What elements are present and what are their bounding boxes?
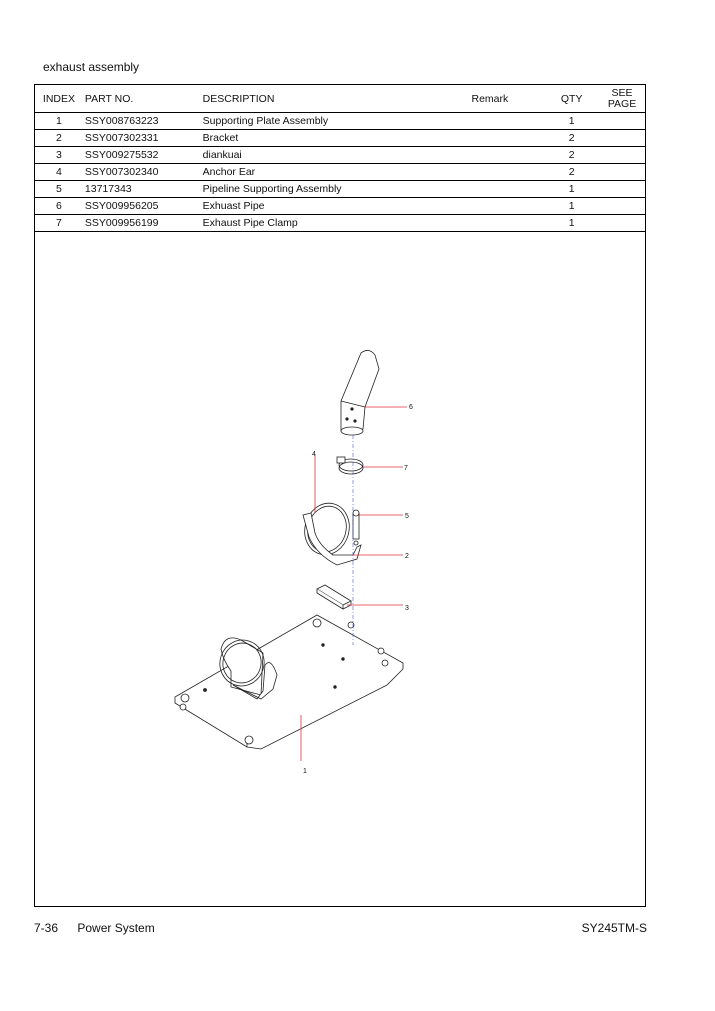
- cell-qty: 1: [544, 198, 599, 215]
- cell-description: Anchor Ear: [203, 164, 472, 181]
- diankuai-pad-shape: [317, 585, 351, 609]
- cell-index: 3: [35, 147, 83, 164]
- cell-index: 5: [35, 181, 83, 198]
- callout-2: 2: [405, 553, 409, 560]
- cell-description: Exhaust Pipe Clamp: [203, 215, 472, 232]
- callout-4: 4: [312, 451, 316, 458]
- cell-qty: 1: [544, 215, 599, 232]
- exhaust-assembly-drawing: [35, 85, 645, 906]
- page-title: exhaust assembly: [43, 60, 140, 74]
- header-qty: QTY: [544, 85, 599, 113]
- callout-3: 3: [405, 605, 409, 612]
- exhaust-pipe-shape: [341, 350, 379, 435]
- cell-index: 2: [35, 130, 83, 147]
- header-index: INDEX: [35, 85, 83, 113]
- cell-part-no: SSY009956205: [83, 198, 203, 215]
- exhaust-clamp-shape: [337, 457, 363, 474]
- cell-description: Supporting Plate Assembly: [203, 113, 472, 130]
- cell-index: 7: [35, 215, 83, 232]
- callout-6: 6: [409, 404, 413, 411]
- cell-qty: 1: [544, 113, 599, 130]
- callout-5: 5: [405, 513, 409, 520]
- cell-part-no: SSY007302340: [83, 164, 203, 181]
- cell-description: Bracket: [203, 130, 472, 147]
- cell-qty: 1: [544, 181, 599, 198]
- upper-anchor-ear-shape: [299, 498, 361, 565]
- header-remark: Remark: [471, 85, 544, 113]
- footer-section: Power System: [77, 921, 155, 935]
- cell-qty: 2: [544, 164, 599, 181]
- callout-1: 1: [303, 768, 307, 775]
- cell-part-no: 13717343: [83, 181, 203, 198]
- callout-7: 7: [404, 465, 408, 472]
- cell-qty: 2: [544, 147, 599, 164]
- cell-index: 4: [35, 164, 83, 181]
- footer-page-number: 7-36: [34, 921, 59, 935]
- supporting-plate-shape: [175, 615, 403, 749]
- cell-description: Pipeline Supporting Assembly: [203, 181, 472, 198]
- cell-description: Exhuast Pipe: [203, 198, 472, 215]
- cell-description: diankuai: [203, 147, 472, 164]
- footer-left: [34, 921, 155, 935]
- cell-part-no: SSY008763223: [83, 113, 203, 130]
- cell-part-no: SSY009956199: [83, 215, 203, 232]
- header-see-line2: PAGE: [607, 97, 637, 110]
- cell-part-no: SSY009275532: [83, 147, 203, 164]
- parts-frame: [34, 84, 646, 907]
- cell-part-no: SSY007302331: [83, 130, 203, 147]
- footer-model: SY245TM-S: [581, 921, 647, 935]
- cell-qty: 2: [544, 130, 599, 147]
- header-part-no: PART NO.: [83, 85, 203, 113]
- cell-index: 1: [35, 113, 83, 130]
- header-see-line1: SEE: [611, 86, 633, 99]
- header-description: DESCRIPTION: [203, 85, 472, 113]
- cell-index: 6: [35, 198, 83, 215]
